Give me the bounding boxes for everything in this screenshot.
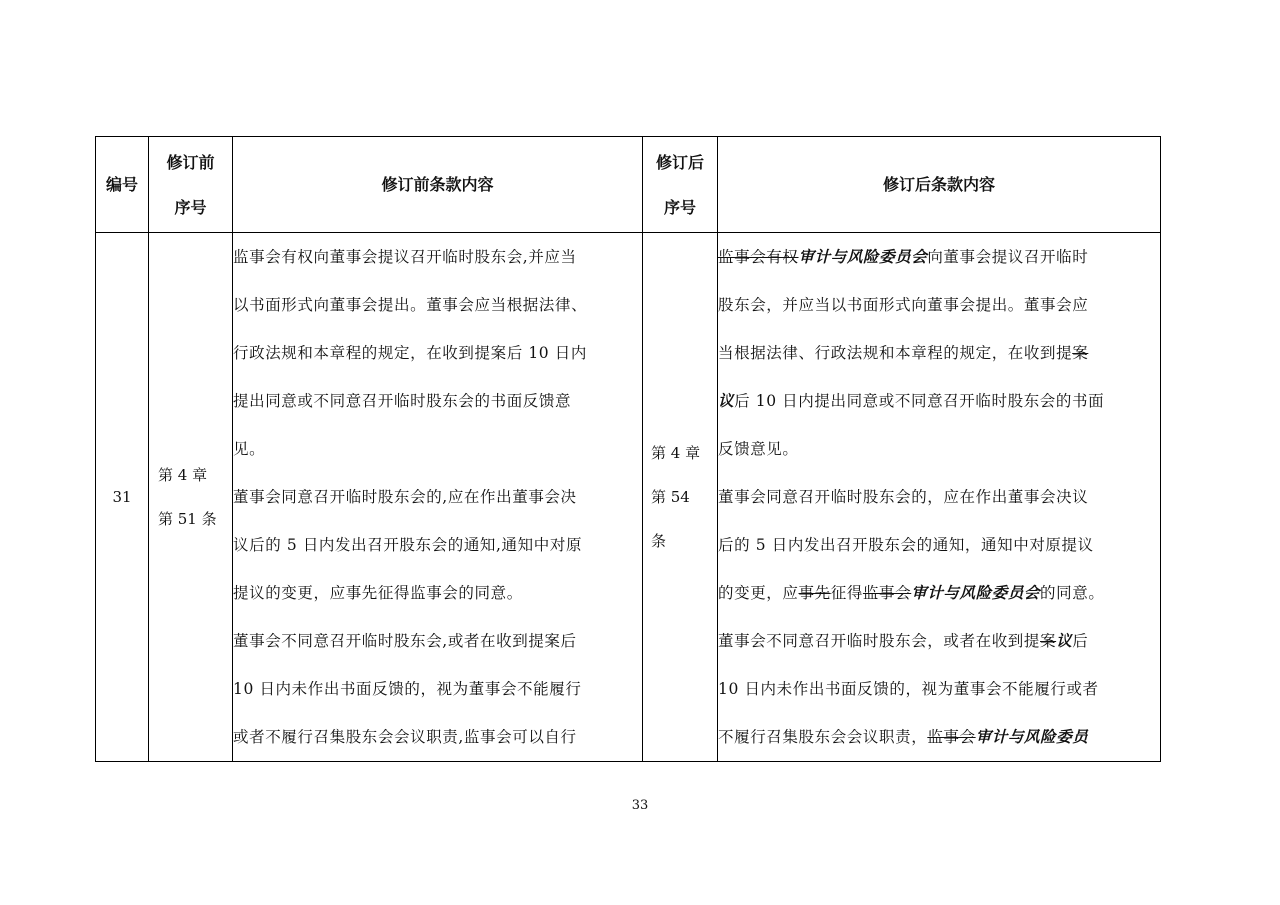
before-line: 以书面形式向董事会提出。董事会应当根据法律、 xyxy=(233,296,588,314)
after-text: 当根据法律、行政法规和本章程的规定，在收到提 xyxy=(718,344,1073,362)
header-before-seq-line1: 修订前 xyxy=(166,152,215,172)
inserted-text: 议 xyxy=(1056,631,1073,650)
after-text: 的变更，应 xyxy=(718,584,799,602)
after-text: 向董事会提议召开临时 xyxy=(927,248,1089,266)
after-chapter: 第 4 章 xyxy=(651,444,701,462)
header-before-seq xyxy=(149,137,233,233)
before-article: 第 51 条 xyxy=(158,510,217,528)
after-content-cell xyxy=(718,233,1161,762)
after-line xyxy=(718,329,1160,377)
deleted-text: 事先 xyxy=(798,584,831,602)
before-line: 提议的变更，应事先征得监事会的同意。 xyxy=(233,584,523,602)
header-after-seq-line1: 修订后 xyxy=(655,152,704,172)
after-text: 征得 xyxy=(830,584,863,602)
after-line: 后的 5 日内发出召开股东会的通知，通知中对原提议 xyxy=(718,536,1094,554)
row-number: 31 xyxy=(96,233,149,762)
header-after-content: 修订后条款内容 xyxy=(718,137,1161,233)
before-line: 董事会不同意召开临时股东会,或者在收到提案后 xyxy=(233,632,577,650)
after-text: 后 xyxy=(1072,632,1089,650)
before-line: 监事会有权向董事会提议召开临时股东会,并应当 xyxy=(233,248,577,266)
after-line: 10 日内未作出书面反馈的，视为董事会不能履行或者 xyxy=(718,680,1099,698)
deleted-text: 监事会有权 xyxy=(718,248,799,266)
deleted-text: 监事会 xyxy=(862,584,912,602)
after-seq-cell xyxy=(643,233,718,762)
inserted-text: 审计与风险委员会 xyxy=(911,583,1041,602)
after-line xyxy=(718,377,1160,425)
after-line: 股东会，并应当以书面形式向董事会提出。董事会应 xyxy=(718,296,1089,314)
before-line: 或者不履行召集股东会会议职责,监事会可以自行 xyxy=(233,728,577,746)
inserted-text: 审计与风险委员 xyxy=(975,727,1089,746)
inserted-text: 议 xyxy=(718,391,735,410)
after-line: 董事会同意召开临时股东会的，应在作出董事会决议 xyxy=(718,488,1089,506)
after-text: 的同意。 xyxy=(1040,584,1105,602)
before-chapter: 第 4 章 xyxy=(158,466,208,484)
before-line: 提出同意或不同意召开临时股东会的书面反馈意 xyxy=(233,392,572,410)
deleted-text: 案 xyxy=(1072,344,1089,362)
after-line xyxy=(718,713,1160,761)
after-article: 第 54 xyxy=(651,488,690,506)
before-seq-cell xyxy=(149,233,233,762)
before-line: 见。 xyxy=(233,440,266,458)
after-text: 后 10 日内提出同意或不同意召开临时股东会的书面 xyxy=(734,392,1105,410)
after-line: 反馈意见。 xyxy=(718,440,799,458)
revision-table xyxy=(95,136,1161,762)
header-row xyxy=(96,137,1161,233)
after-article-suffix: 条 xyxy=(651,532,667,550)
deleted-text: 监事会 xyxy=(927,728,976,746)
header-before-content: 修订前条款内容 xyxy=(233,137,643,233)
after-text: 不履行召集股东会会议职责， xyxy=(718,728,928,746)
header-after-seq-line2: 序号 xyxy=(663,197,696,217)
page-number: 33 xyxy=(631,798,649,813)
after-line xyxy=(718,617,1160,665)
after-text: 董事会不同意召开临时股东会，或者在收到提 xyxy=(718,632,1041,650)
before-line: 行政法规和本章程的规定，在收到提案后 10 日内 xyxy=(233,344,587,362)
header-after-seq xyxy=(643,137,718,233)
header-before-seq-line2: 序号 xyxy=(174,197,207,217)
deleted-text: 案 xyxy=(1040,632,1057,650)
before-line: 10 日内未作出书面反馈的，视为董事会不能履行 xyxy=(233,680,582,698)
before-content-cell xyxy=(233,233,643,762)
before-line: 议后的 5 日内发出召开股东会的通知,通知中对原 xyxy=(233,536,583,554)
before-line: 董事会同意召开临时股东会的,应在作出董事会决 xyxy=(233,488,577,506)
after-line xyxy=(718,233,1160,281)
inserted-text: 审计与风险委员会 xyxy=(798,247,928,266)
table-row xyxy=(96,233,1161,762)
after-line xyxy=(718,569,1160,617)
header-no: 编号 xyxy=(96,137,149,233)
